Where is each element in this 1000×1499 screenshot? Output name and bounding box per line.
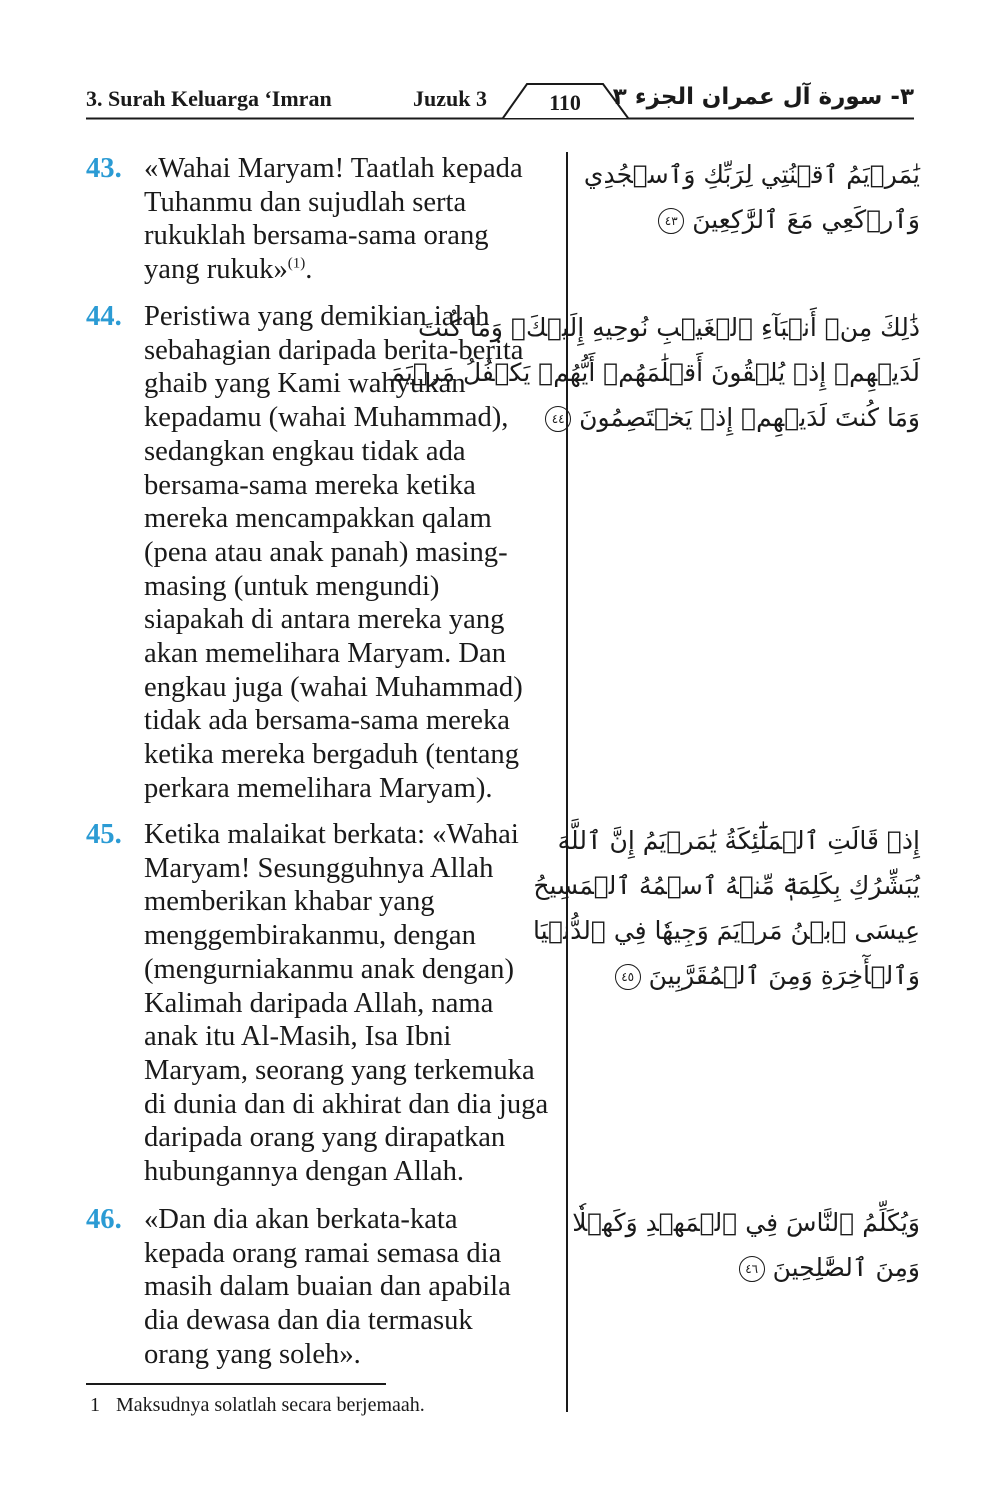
verse-number: 45.: [86, 819, 122, 850]
verse-line: Maryam, seorang yang terkemuka: [144, 1054, 535, 1086]
verse-line: Maryam! Sesungguhnya Allah: [144, 852, 494, 884]
verse-line: di dunia dan di akhirat dan dia juga: [144, 1088, 549, 1120]
arabic-line: يَٰمَرۡيَمُ ٱقۡنُتِي لِرَبِّكِ وَٱسۡجُدِي: [583, 160, 920, 189]
verse-line: bersama-sama mereka ketika: [144, 469, 476, 501]
verse-line: anak itu Al-Masih, Isa Ibni: [144, 1021, 452, 1053]
footnote: [90, 1394, 425, 1417]
verse-46-arabic: [572, 1200, 920, 1290]
verse-line: «Dan dia akan berkata-kata: [144, 1204, 458, 1235]
arabic-line: [590, 197, 920, 242]
arabic-line-text: وَٱرۡكَعِي مَعَ ٱلرَّٰكِعِينَ: [692, 205, 920, 234]
verse-line: (mengurniakanmu anak dengan): [144, 953, 514, 985]
verse-45-translation: [86, 818, 556, 1189]
verse-line: siapakah di antara mereka yang: [144, 604, 505, 636]
verse-line: menggembirakanmu, dengan: [144, 920, 476, 952]
verse-line: masing (untuk mengundi): [144, 570, 440, 602]
verse-number: 43.: [86, 153, 122, 184]
verse-44-arabic: [389, 305, 920, 440]
footnote-divider: [86, 1383, 386, 1385]
verse-line: perkara memelihara Maryam).: [144, 772, 493, 804]
juzuk-label: Juzuk 3: [413, 86, 487, 111]
footnote-ref: (1): [287, 255, 306, 272]
page-header: [0, 0, 1000, 130]
verse-line: daripada orang yang dirapatkan: [144, 1122, 506, 1154]
arabic-line-text: وَمَا كُنتَ لَدَيۡهِمۡ إِذۡ يَخۡتَصِمُونَ: [579, 403, 920, 432]
verse-line-text: yang rukuk»: [144, 254, 288, 286]
arabic-line: وَيُكَلِّمُ ٱلنَّاسَ فِي ٱلۡمَهۡدِ وَكَهۡلٗا: [572, 1208, 920, 1237]
verse-line: ghaib yang Kami wahyukan: [144, 368, 466, 400]
verse-line: ketika mereka bergaduh (tentang: [144, 739, 519, 771]
verse-line: sebahagian daripada berita-berita: [144, 334, 524, 366]
surah-title-arabic: ٣- سورة آل عمران: [701, 84, 914, 110]
verse-43-translation: [86, 152, 556, 287]
verse-line: memberikan khabar yang: [144, 886, 435, 918]
verse-line: orang yang soleh».: [144, 1338, 361, 1370]
arabic-line-text: وَٱلۡأٓخِرَةِ وَمِنَ ٱلۡمُقَرَّبِينَ: [648, 961, 920, 990]
verse-line: rukuklah bersama-sama orang: [144, 220, 489, 252]
arabic-line: عِيسَى ٱبۡنُ مَرۡيَمَ وَجِيهٗا فِي ٱلدُّنۡيَا: [533, 916, 920, 945]
ayah-end-marker-icon: ٤٤: [545, 406, 571, 432]
ayah-end-marker-icon: ٤٣: [658, 208, 684, 234]
verse-line: dia dewasa dan dia termasuk: [144, 1305, 473, 1337]
verse-line: masih dalam buaian dan apabila: [144, 1271, 511, 1303]
verse-line: akan memelihara Maryam. Dan: [144, 638, 507, 670]
verse-line: kepada orang ramai semasa dia: [144, 1237, 502, 1269]
verse-line: Ketika malaikat berkata: «Wahai: [144, 819, 519, 850]
arabic-line-text: وَمِنَ ٱلصَّٰلِحِينَ: [772, 1253, 920, 1282]
verse-number: 44.: [86, 301, 122, 332]
arabic-line: [551, 395, 920, 440]
verse-line: [144, 253, 556, 287]
verse-line: (pena atau anak panah) masing-: [144, 536, 508, 568]
footnote-text: Maksudnya solatlah secara berjemaah.: [116, 1394, 425, 1416]
verse-line: «Wahai Maryam! Taatlah kepada: [144, 153, 523, 184]
verse-line: hubungannya dengan Allah.: [144, 1156, 465, 1188]
page-number-tab: [0, 0, 1000, 130]
verse-line: sedangkan engkau tidak ada: [144, 435, 466, 467]
verse-line: Tuhanmu dan sujudlah serta: [144, 186, 467, 218]
ayah-end-marker-icon: ٤٦: [739, 1256, 765, 1282]
verse-line: tidak ada bersama-sama mereka: [144, 705, 510, 737]
arabic-line: إِذۡ قَالَتِ ٱلۡمَلَٰٓئِكَةُ يَٰمَرۡيَمُ إِنَّ ٱللَّهَ: [557, 826, 920, 855]
verse-line-end: .: [305, 254, 313, 286]
page-number: 110: [549, 90, 581, 115]
ayah-end-marker-icon: ٤٥: [615, 964, 641, 990]
verse-line: kepadamu (wahai Muhammad),: [144, 402, 509, 434]
verse-line: Peristiwa yang demikian ialah: [144, 301, 490, 332]
arabic-line: لَدَيۡهِمۡ إِذۡ يُلۡقُونَ أَقۡلَٰمَهُمۡ أَيُّهُمۡ يَكۡفُلُ مَرۡيَمَ: [389, 358, 920, 387]
juz-label-arabic: الجزء ٣: [612, 84, 694, 110]
surah-title-latin: 3. Surah Keluarga ‘Imran: [86, 86, 332, 111]
verse-43-arabic: [583, 152, 920, 242]
verse-line: engkau juga (wahai Muhammad): [144, 671, 523, 703]
verse-46-translation: [86, 1203, 556, 1372]
arabic-line: [590, 953, 920, 998]
verse-line: mereka mencampakkan qalam: [144, 503, 492, 535]
arabic-line: [590, 1245, 920, 1290]
arabic-line: يُبَشِّرُكِ بِكَلِمَةٖ مِّنۡهُ ٱسۡمُهُ ٱلۡمَسِيحُ: [533, 871, 920, 900]
verse-number: 46.: [86, 1204, 122, 1235]
verse-45-arabic: [533, 818, 920, 998]
arabic-line: ذَٰلِكَ مِنۡ أَنۢبَآءِ ٱلۡغَيۡبِ نُوحِيهِ إِلَيۡكَۚ وَمَا كُنتَ: [417, 313, 920, 342]
footnote-number: 1: [90, 1394, 100, 1416]
verse-line: Kalimah daripada Allah, nama: [144, 987, 494, 1019]
